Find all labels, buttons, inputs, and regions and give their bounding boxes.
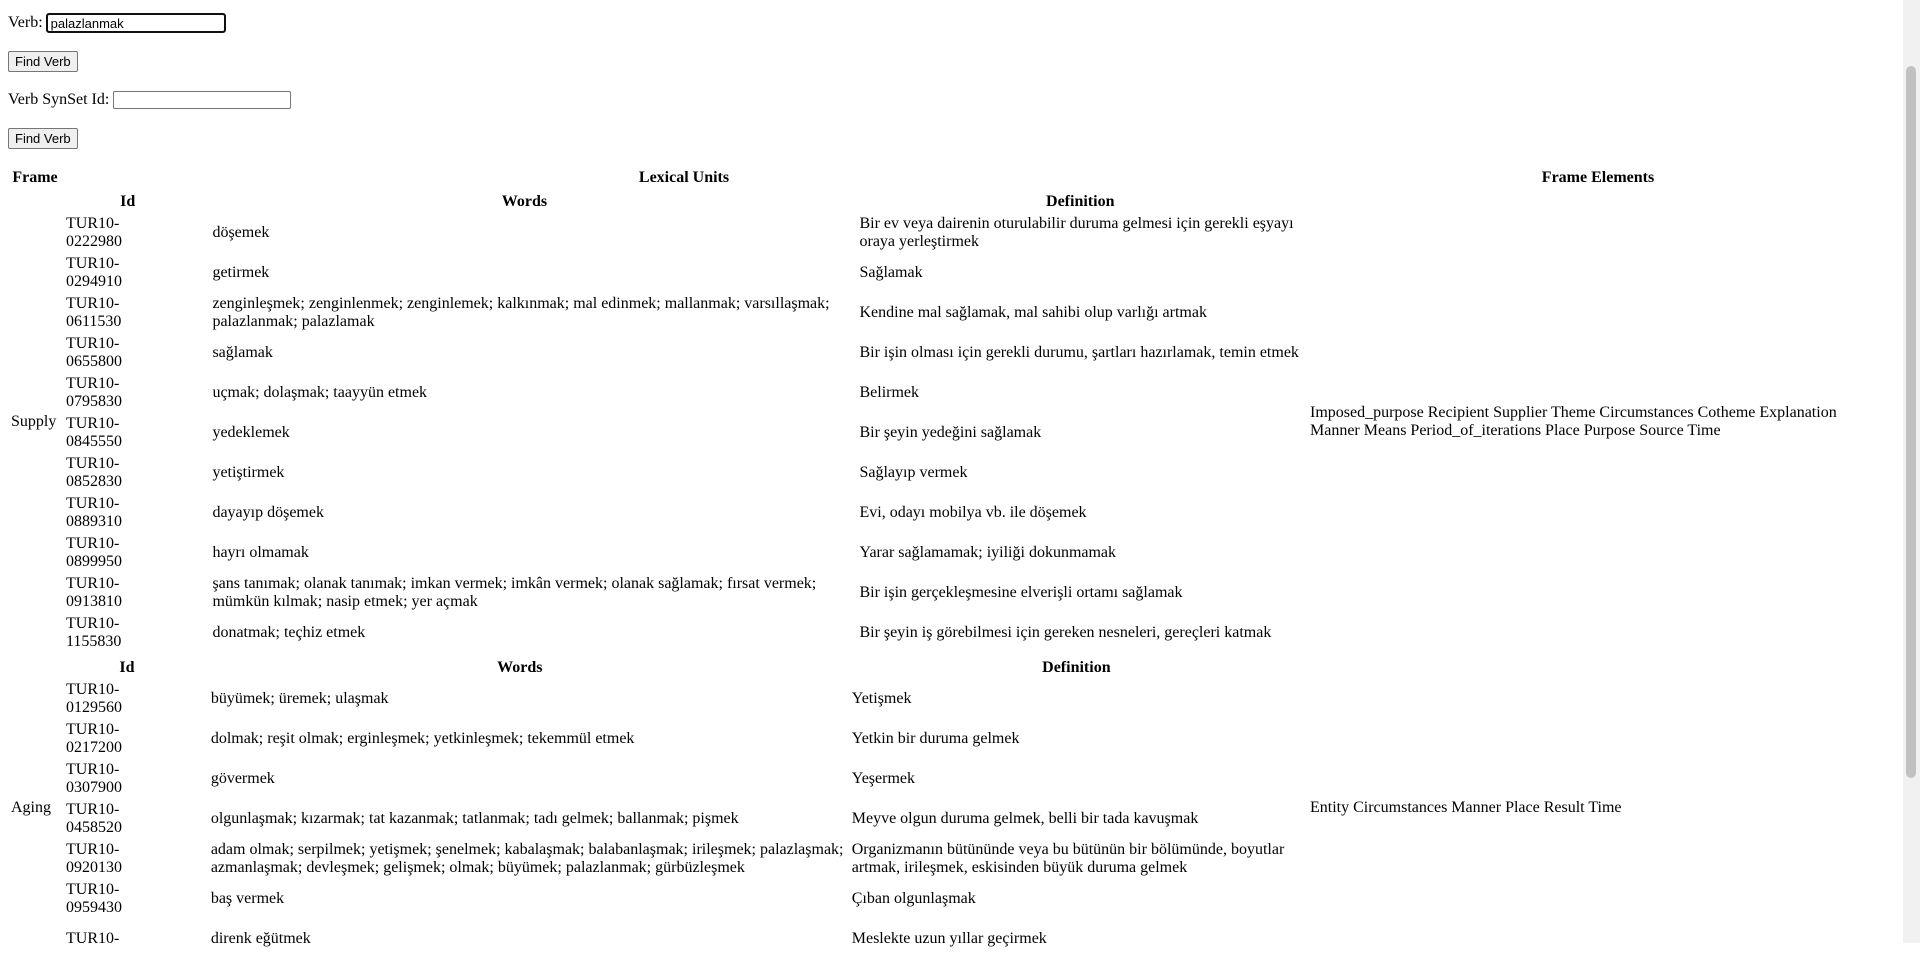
- unit-id-cell: [14, 334, 190, 372]
- unit-id: TUR10-0655800: [66, 335, 122, 370]
- lexical-unit-row: [14, 800, 1302, 838]
- unit-definition: Yetkin bir duruma gelmek: [851, 730, 1020, 747]
- unit-id: TUR10-0899950: [66, 535, 122, 570]
- lexical-unit-row: [14, 534, 1302, 572]
- unit-words: dayayıp döşemek: [212, 504, 324, 521]
- find-verb-row-2: [8, 128, 1894, 149]
- unit-words: şans tanımak; olanak tanımak; imkan vermek; imkân vermek; olanak sağlamak; fırsat vermek; mümkün kılmak; nasip etmek; yer açmak: [212, 575, 817, 610]
- find-verb-button[interactable]: Find Verb: [8, 51, 78, 72]
- unit-words: donatmak; teçhiz etmek: [212, 624, 366, 641]
- unit-words: döşemek: [212, 224, 270, 241]
- lexical-unit-row: [14, 760, 1302, 798]
- unit-words: uçmak; dolaşmak; taayyün etmek: [212, 384, 428, 401]
- lexical-units-table: [12, 656, 1304, 960]
- unit-id-cell: [14, 680, 189, 718]
- unit-definition: Yetişmek: [851, 690, 912, 707]
- lexical-units-cell: [64, 656, 1304, 960]
- unit-words: dolmak; reşit olmak; erginleşmek; yetkinleşmek; tekemmül etmek: [210, 730, 635, 747]
- verb-input[interactable]: [47, 14, 225, 32]
- unit-id-cell: [14, 720, 189, 758]
- unit-id: TUR10-: [66, 930, 120, 947]
- unit-definition: Bir şeyin iş görebilmesi için gereken nesneleri, gereçleri katmak: [859, 624, 1272, 641]
- verb-row: [8, 12, 1894, 34]
- lexical-units-header-row: [14, 192, 1302, 212]
- unit-words: gövermek: [210, 770, 275, 787]
- id-header: Id: [120, 193, 136, 210]
- unit-id: TUR10-0795830: [66, 375, 122, 410]
- results-table: [6, 166, 1892, 962]
- lexical-unit-row: [14, 254, 1302, 292]
- unit-words: getirmek: [212, 264, 270, 281]
- unit-words: yetiştirmek: [212, 464, 285, 481]
- unit-definition: Çıban olgunlaşmak: [851, 890, 976, 907]
- unit-id-cell: [14, 294, 190, 332]
- unit-id: TUR10-0458520: [66, 801, 122, 836]
- unit-id: TUR10-1155830: [66, 615, 122, 650]
- lexical-units-table: [12, 190, 1304, 654]
- unit-words: baş vermek: [210, 890, 285, 907]
- unit-id-cell: [14, 374, 190, 412]
- lexical-unit-row: [14, 614, 1302, 652]
- unit-id: TUR10-0913810: [66, 575, 122, 610]
- lexical-unit-row: [14, 494, 1302, 532]
- unit-id-cell: [14, 534, 190, 572]
- lexical-unit-row: [14, 334, 1302, 372]
- lexical-unit-row: [14, 720, 1302, 758]
- unit-id: TUR10-0889310: [66, 495, 122, 530]
- unit-definition: Sağlamak: [859, 264, 923, 281]
- unit-definition: Bir işin gerçekleşmesine elverişli ortamı sağlamak: [859, 584, 1183, 601]
- lexical-unit-row: [14, 214, 1302, 252]
- unit-id: TUR10-0217200: [66, 721, 122, 756]
- unit-id: TUR10-0294910: [66, 255, 122, 290]
- unit-id-cell: [14, 214, 190, 252]
- unit-id-cell: [14, 574, 190, 612]
- unit-id-cell: [14, 880, 189, 918]
- definition-header: Definition: [1042, 659, 1111, 676]
- unit-words: direnk eğütmek: [210, 930, 311, 947]
- lexical-units-cell: [64, 190, 1304, 654]
- synset-label: Verb SynSet Id:: [8, 91, 110, 108]
- frame-elements: Imposed_purpose Recipient Supplier Theme Circumstances Cotheme Explanation Manner Means Period_of_iterations Place Purpose Source Time: [1310, 404, 1837, 439]
- find-verb-row-1: [8, 51, 1894, 72]
- unit-id: TUR10-0611530: [66, 295, 122, 330]
- lexical-units-header-row: [14, 658, 1302, 678]
- scrollbar-thumb[interactable]: [1906, 66, 1916, 778]
- results-header-row: [8, 168, 1890, 188]
- lexical-unit-row: [14, 920, 1302, 958]
- unit-definition: Evi, odayı mobilya vb. ile döşemek: [859, 504, 1087, 521]
- unit-id: TUR10-0852830: [66, 455, 122, 490]
- unit-definition: Meslekte uzun yıllar geçirmek: [851, 930, 1047, 947]
- verb-label: Verb:: [8, 14, 43, 31]
- unit-id-cell: [14, 840, 189, 878]
- unit-definition: Bir işin olması için gerekli durumu, şartları hazırlamak, temin etmek: [859, 344, 1299, 361]
- unit-definition: Yeşermek: [851, 770, 916, 787]
- page: [8, 12, 1894, 962]
- unit-id-cell: [14, 920, 189, 958]
- lexical-unit-row: [14, 880, 1302, 918]
- lexical-unit-row: [14, 294, 1302, 332]
- unit-words: sağlamak: [212, 344, 273, 361]
- words-header: Words: [497, 659, 543, 676]
- synset-row: [8, 89, 1894, 111]
- unit-definition: Sağlayıp vermek: [859, 464, 968, 481]
- unit-definition: Bir ev veya dairenin oturulabilir duruma gelmesi için gerekli eşyayı oraya yerleştirmek: [859, 215, 1294, 250]
- unit-words: zenginleşmek; zenginlenmek; zenginlemek; kalkınmak; mal edinmek; mallanmak; varsıllaşmak; palazlanmak; palazlamak: [212, 295, 830, 330]
- lexical-unit-row: [14, 374, 1302, 412]
- words-header: Words: [501, 193, 548, 210]
- unit-id-cell: [14, 614, 190, 652]
- unit-id-cell: [14, 254, 190, 292]
- unit-definition: Organizmanın bütününde veya bu bütünün bir bölümünde, boyutlar artmak, irileşmek, eskisinden büyük duruma gelmek: [851, 841, 1285, 876]
- synset-id-input[interactable]: [113, 91, 291, 109]
- unit-definition: Meyve olgun duruma gelmek, belli bir tada kavuşmak: [851, 810, 1199, 827]
- unit-words: hayrı olmamak: [212, 544, 309, 561]
- unit-definition: Yarar sağlamamak; iyiliği dokunmamak: [859, 544, 1117, 561]
- frame-elements: Entity Circumstances Manner Place Result Time: [1310, 799, 1622, 816]
- unit-definition: Kendine mal sağlamak, mal sahibi olup varlığı artmak: [859, 304, 1207, 321]
- unit-id-cell: [14, 760, 189, 798]
- lexical-unit-row: [14, 574, 1302, 612]
- unit-id: TUR10-0129560: [66, 681, 122, 716]
- unit-id: TUR10-0959430: [66, 881, 122, 916]
- lexical-unit-row: [14, 680, 1302, 718]
- unit-id: TUR10-0920130: [66, 841, 122, 876]
- frame-row: [8, 656, 1890, 960]
- find-verb-by-synset-button[interactable]: Find Verb: [8, 128, 78, 149]
- unit-words: adam olmak; serpilmek; yetişmek; şenelmek; kabalaşmak; balabanlaşmak; irileşmek; palazlaşmak; azmanlaşmak; devleşmek; gelişmek; olmak; büyümek; palazlanmak; gürbüzleşmek: [210, 841, 844, 876]
- unit-words: büyümek; üremek; ulaşmak: [210, 690, 389, 707]
- definition-header: Definition: [1046, 193, 1115, 210]
- lexical-unit-row: [14, 414, 1302, 452]
- unit-id: TUR10-0845550: [66, 415, 122, 450]
- unit-id-cell: [14, 494, 190, 532]
- frame-name: Aging: [11, 799, 51, 816]
- unit-words: yedeklemek: [212, 424, 290, 441]
- unit-id-cell: [14, 454, 190, 492]
- unit-definition: Bir şeyin yedeğini sağlamak: [859, 424, 1042, 441]
- frame-row: [8, 190, 1890, 654]
- id-header: Id: [119, 659, 135, 676]
- unit-id: TUR10-0222980: [66, 215, 122, 250]
- frame-name: Supply: [11, 413, 57, 430]
- lexical-unit-row: [14, 454, 1302, 492]
- unit-definition: Belirmek: [859, 384, 920, 401]
- vertical-scrollbar[interactable]: [1903, 0, 1920, 943]
- lexical-unit-row: [14, 840, 1302, 878]
- unit-id: TUR10-0307900: [66, 761, 122, 796]
- unit-words: olgunlaşmak; kızarmak; tat kazanmak; tatlanmak; tadı gelmek; ballanmak; pişmek: [210, 810, 739, 827]
- frame-header: Frame: [12, 169, 58, 186]
- lexical-units-header: Lexical Units: [638, 169, 730, 186]
- frame-elements-header: Frame Elements: [1541, 169, 1655, 186]
